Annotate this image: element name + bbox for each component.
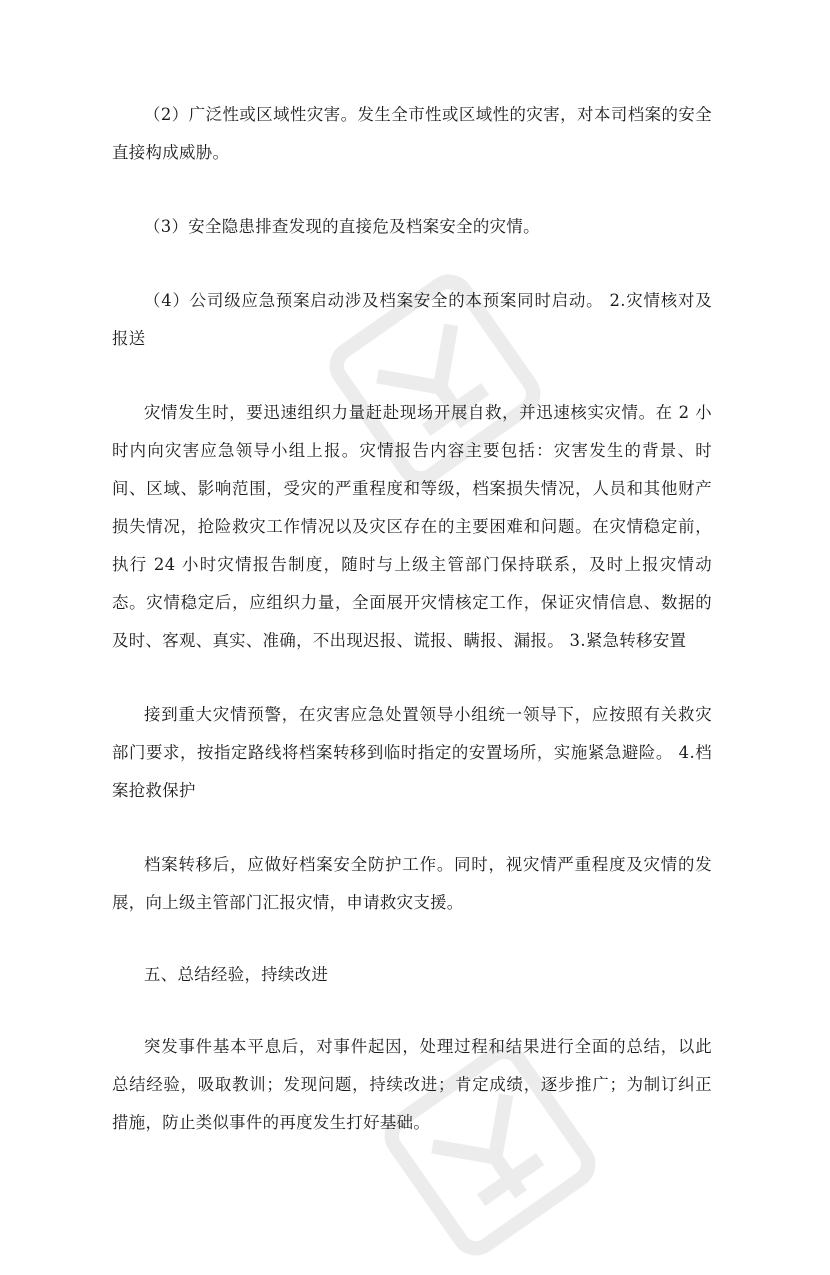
paragraph-emergency-relocation: 接到重大灾情预警，在灾害应急处置领导小组统一领导下，应按照有关救灾部门要求，按指定路线将档案转移到临时指定的安置场所，实施紧急避险。 4.档案抢救保护 bbox=[112, 705, 712, 800]
document-body bbox=[112, 96, 712, 1142]
section-heading-summary: 五、总结经验，持续改进 bbox=[144, 965, 329, 984]
paragraph-disaster-reporting: 灾情发生时，要迅速组织力量赶赴现场开展自救，并迅速核实灾情。在 2 小时内向灾害应急领导小组上报。灾情报告内容主要包括：灾害发生的背景、时间、区域、影响范围，受灾的严重程度和等级，档案损失情况，人员和其他财产损失情况，抢险救灾工作情况以及灾区存在的主要困难和问题。在灾情稳定前，执行 24 小时灾情报告制度，随时与上级主管部门保持联系，及时上报灾情动态。灾情稳定后，应组织力量，全面展开灾情核定工作，保证灾情信息、数据的及时、客观、真实、准确，不出现迟报、谎报、瞒报、漏报。 3.紧急转移安置 bbox=[112, 403, 712, 650]
paragraph-company-plan-and-verification-heading: （4）公司级应急预案启动涉及档案安全的本预案同时启动。 2.灾情核对及报送 bbox=[112, 291, 712, 348]
paragraph-widespread-disaster: （2）广泛性或区域性灾害。发生全市性或区域性的灾害，对本司档案的安全直接构成威胁。 bbox=[112, 105, 712, 162]
paragraph-summary: 突发事件基本平息后，对事件起因，处理过程和结果进行全面的总结，以此总结经验，吸取教训；发现问题，持续改进；肯定成绩，逐步推广；为制订纠正措施，防止类似事件的再度发生打好基础。 bbox=[112, 1037, 712, 1132]
paragraph-archive-protection: 档案转移后，应做好档案安全防护工作。同时，视灾情严重程度及灾情的发展，向上级主管部门汇报灾情，申请救灾支援。 bbox=[112, 855, 712, 912]
paragraph-hazard-inspection: （3）安全隐患排查发现的直接危及档案安全的灾情。 bbox=[144, 217, 540, 236]
